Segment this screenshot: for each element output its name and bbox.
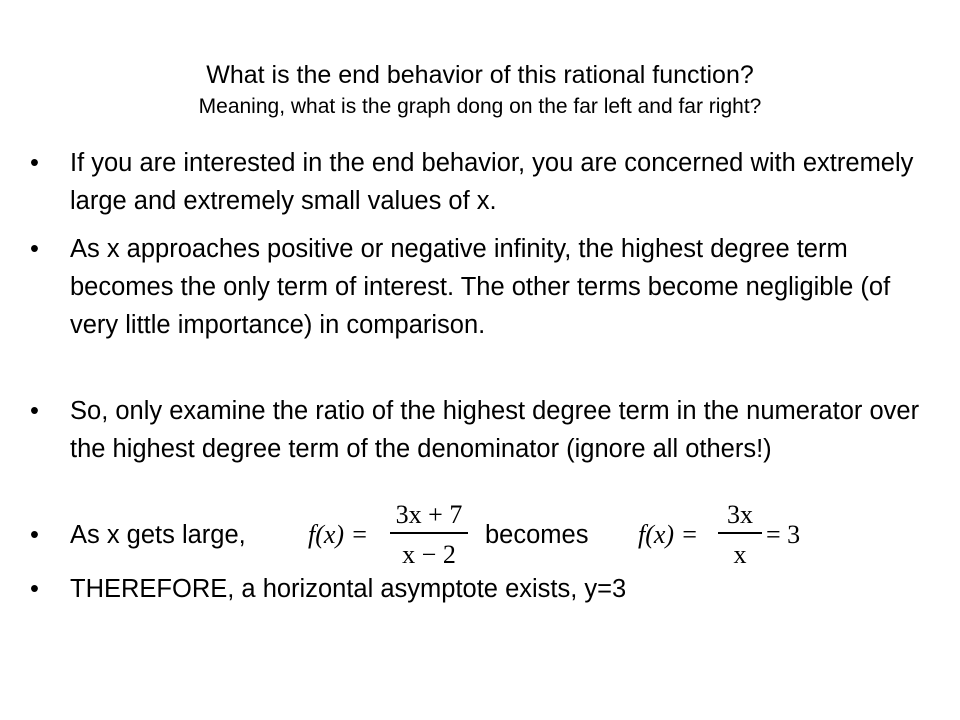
formula-lhs: f(x) = [308,520,369,549]
bullet-dot: • [30,575,39,603]
bullet-ratio-instruction [30,392,935,468]
formula-numerator: 3x [727,500,753,529]
formula-original [308,496,468,576]
bullet-text: THEREFORE, a horizontal asymptote exists, y=3 [70,575,627,603]
slide-title [0,58,960,122]
formula-result: = 3 [766,520,801,549]
bullet-conclusion [30,570,935,608]
bullet-dot: • [30,149,39,177]
fraction-bar [718,532,762,534]
bullet-text: If you are interested in the end behavior, you are concerned with extremely large and extremely small values of x. [70,149,914,215]
bullet-text: So, only examine the ratio of the highest degree term in the numerator over the highest degree term of the denominator (ignore all others!) [70,397,920,463]
bullet-highest-degree-term [30,230,935,344]
bullet-dot: • [30,397,39,425]
bullet-middle-text: becomes [485,521,589,549]
bullet-end-behavior-definition [30,144,935,220]
formula-denominator: x [733,540,747,569]
bullet-dot: • [30,521,39,549]
formula-numerator: 3x + 7 [395,500,463,529]
bullet-text: As x approaches positive or negative infinity, the highest degree term becomes the only term of interest. The other terms become negligible (of very little importance) in comparison. [70,235,891,339]
title-subtitle: Meaning, what is the graph dong on the far left and far right? [198,95,762,118]
title-question: What is the end behavior of this rational function? [206,61,754,89]
bullet-as-x-gets-large [30,500,935,576]
formula-lhs: f(x) = [638,520,699,549]
bullet-lead-text: As x gets large, [70,521,246,549]
formula-simplified [638,496,808,576]
fraction-bar [390,532,468,534]
bullet-dot: • [30,235,39,263]
formula-denominator: x − 2 [402,540,456,569]
